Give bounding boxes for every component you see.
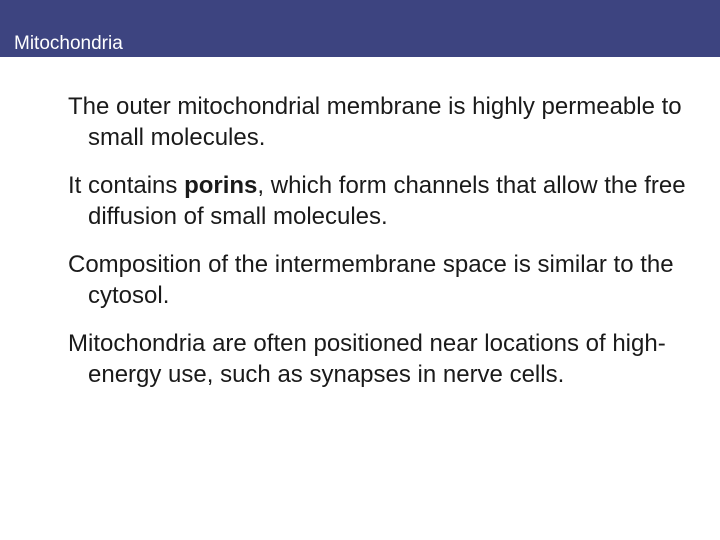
paragraph-positioning-text: Mitochondria are often positioned near locations of high-energy use, such as synapses in nerve cells. xyxy=(68,330,666,388)
paragraph-positioning xyxy=(68,328,688,390)
porins-term: porins xyxy=(184,172,258,199)
slide-title: Mitochondria xyxy=(14,33,123,54)
paragraph-outer-membrane xyxy=(68,91,688,153)
slide-content xyxy=(68,91,688,407)
paragraph-porins-rest: , which form channels that allow the free diffusion of small molecules. xyxy=(88,172,686,230)
paragraph-intermembrane-space xyxy=(68,249,688,311)
title-bar xyxy=(0,0,720,57)
paragraph-intermembrane-space-text: Composition of the intermembrane space is similar to the cytosol. xyxy=(68,251,674,309)
paragraph-porins-lead: It contains xyxy=(68,172,185,199)
paragraph-outer-membrane-text: The outer mitochondrial membrane is highly permeable to small molecules. xyxy=(68,93,682,151)
paragraph-porins xyxy=(68,170,688,232)
